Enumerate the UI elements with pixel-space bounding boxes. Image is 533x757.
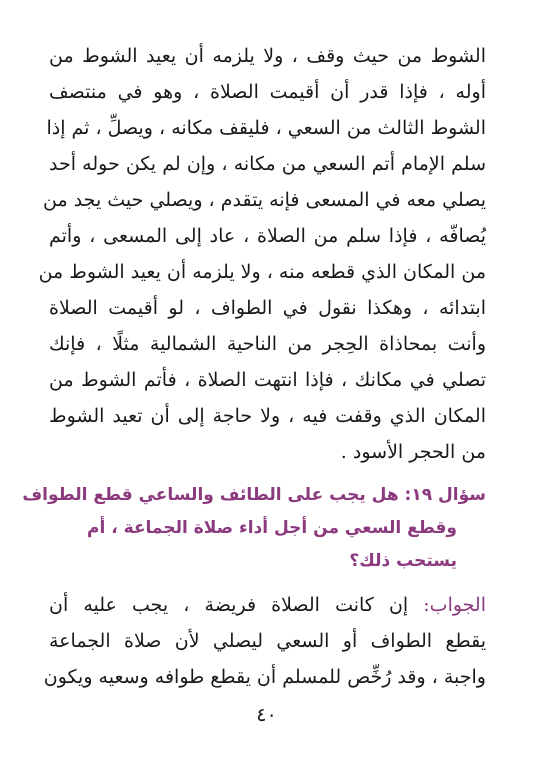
question-line: يستحب ذلك؟	[349, 551, 457, 571]
text-line: يقطع الطواف أو السعي ليصلي لأن صلاة الجماعة	[49, 630, 486, 652]
text-line: الشوط من حيث وقف ، ولا يلزمه أن يعيد الشوط من	[49, 45, 486, 67]
text-line: وأنت بمحاذاة الحِجر من الناحية الشمالية مثلًا ، فإنك	[49, 333, 486, 355]
text-line: الشوط الثالث من السعي ، فليقف مكانه ، ويصلِّ ، ثم إذا	[46, 117, 486, 139]
text-line: سلم الإمام أتم السعي من مكانه ، وإن لم يكن حوله أحد	[49, 153, 486, 175]
question-line: وقطع السعي من أجل أداء صلاة الجماعة ، أم	[87, 518, 457, 538]
text-line: أوله ، فإذا قدر أن أقيمت الصلاة ، وهو في منتصف	[49, 81, 486, 103]
text-line: يصلي معه في المسعى فإنه يتقدم ، ويصلي حيث يجد من	[43, 189, 486, 211]
text-line: من الحجر الأسود .	[340, 441, 486, 463]
answer-label: الجواب:	[423, 594, 486, 616]
answer-first-line	[49, 593, 486, 617]
text-line: واجبة ، وقد رُخِّص للمسلم أن يقطع طوافه وسعيه ويكون	[43, 666, 486, 688]
page-number: ٤٠	[256, 704, 277, 726]
text-line: يُصافّه ، فإذا سلم من الصلاة ، عاد إلى المسعى ، وأتم	[49, 225, 486, 247]
answer-text: إن كانت الصلاة فريضة ، يجب عليه أن	[49, 594, 409, 616]
text-line: من المكان الذي قطعه منه ، ولا يلزمه أن يعيد الشوط من	[38, 261, 486, 283]
question-line: سؤال ١٩: هل يجب على الطائف والساعي قطع الطواف	[22, 485, 486, 505]
text-line: المكان الذي وقفت فيه ، ولا حاجة إلى أن تعيد الشوط	[49, 405, 486, 427]
text-line: تصلي في مكانك ، فإذا انتهت الصلاة ، فأتم الشوط من	[49, 369, 486, 391]
text-line: ابتدائه ، وهكذا نقول في الطواف ، لو أقيمت الصلاة	[49, 297, 486, 319]
